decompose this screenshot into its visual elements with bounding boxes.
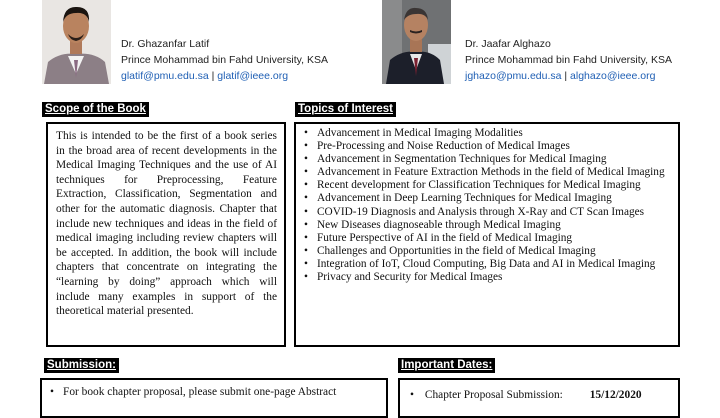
date-row [410,389,642,401]
list-item: • Advancement in Feature Extraction Methods in the field of Medical Imaging [304,166,670,179]
list-item: • Advancement in Segmentation Techniques for Medical Imaging [304,153,670,166]
editor-name: Dr. Ghazanfar Latif [121,38,210,50]
date-value: 15/12/2020 [589,389,642,401]
email-link[interactable]: glatif@pmu.edu.sa [121,70,209,82]
submission-box [40,378,388,418]
scope-text: This is intended to be the first of a book series in the broad area of recent developments in the Medical Imaging Techniques and the use of AI techniques for Preprocessing, Feature Extraction, Classification, Segmentation and other for the automatic diagnosis. Chapter that include new techniques and ideas in the field of medical imaging including review chapters will be accepted. In addition, the book will include chapters that concentrate on integrating the “learning by doing” approach which will include many examples in support of the theoretical material presented. [56,130,277,318]
editor-info-2 [465,36,672,84]
editor-emails [121,68,328,84]
list-item: • Privacy and Security for Medical Images [304,271,670,284]
editor-name: Dr. Jaafar Alghazo [465,38,551,50]
dates-heading: Important Dates: [398,358,495,373]
dates-box [398,378,680,418]
editor-affiliation: Prince Mohammad bin Fahd University, KSA [121,54,328,66]
list-item: • Pre-Processing and Noise Reduction of Medical Images [304,140,670,153]
topics-box [294,122,680,347]
editor-affiliation: Prince Mohammad bin Fahd University, KSA [465,54,672,66]
email-link[interactable]: jghazo@pmu.edu.sa [465,70,562,82]
bullet-icon: • [410,389,414,401]
editor-info-1 [121,36,328,84]
topics-list [296,124,678,284]
list-item: • Advancement in Medical Imaging Modalities [304,127,670,140]
editor-emails [465,68,672,84]
list-item: • COVID-19 Diagnosis and Analysis through X-Ray and CT Scan Images [304,206,670,219]
list-item: • Future Perspective of AI in the field of Medical Imaging [304,232,670,245]
email-link[interactable]: glatif@ieee.org [217,70,289,82]
date-label: Chapter Proposal Submission: [424,389,563,401]
editor-photo-2 [382,0,451,84]
scope-box [46,122,286,347]
list-item: • For book chapter proposal, please submit one-page Abstract [50,385,378,399]
list-item: • Integration of IoT, Cloud Computing, Big Data and AI in Medical Imaging [304,258,670,271]
email-separator: | [211,70,215,82]
submission-heading: Submission: [44,358,119,373]
scope-heading: Scope of the Book [42,102,149,117]
email-link[interactable]: alghazo@ieee.org [570,70,656,82]
list-item: • New Diseases diagnoseable through Medical Imaging [304,219,670,232]
submission-list [42,380,386,399]
list-item: • Recent development for Classification Techniques for Medical Imaging [304,179,670,192]
email-separator: | [564,70,568,82]
topics-heading: Topics of Interest [295,102,396,117]
editor-photo-1 [42,0,111,84]
list-item: • Challenges and Opportunities in the field of Medical Imaging [304,245,670,258]
list-item: • Advancement in Deep Learning Techniques for Medical Imaging [304,192,670,205]
